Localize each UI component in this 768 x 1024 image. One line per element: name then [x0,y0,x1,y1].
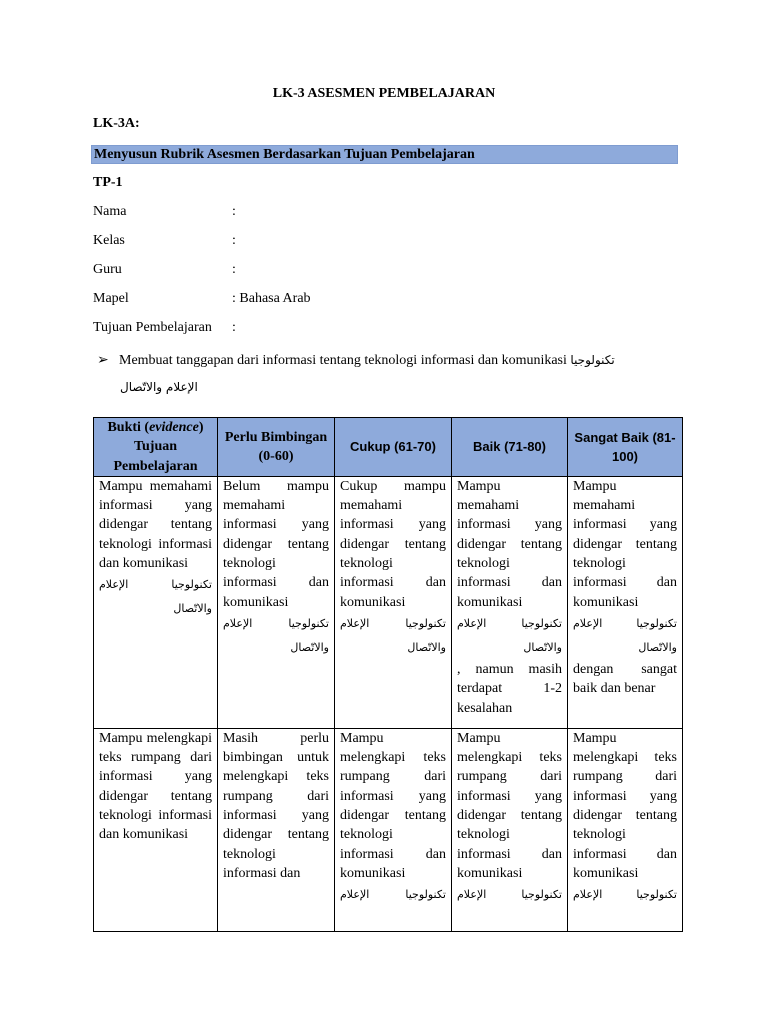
sub-heading: LK-3A: [93,116,140,131]
document-title: LK-3 ASESMEN PEMBELAJARAN [272,86,496,101]
header-sangat-baik: Sangat Baik (81-100) [568,418,683,477]
header-text: ) Tujuan Pembelajaran [113,420,204,474]
table-cell [335,476,452,728]
field-label: Mapel [93,291,129,306]
table-cell [94,476,218,728]
cell-arabic: تكنولوجيا الإعلام والاتّصال [457,616,562,654]
table-cell [218,476,335,728]
cell-text: Mampu memahami informasi yang didengar tentang teknologi informasi dan komunikasi [457,478,562,610]
cell-arabic: تكنولوجيا الإعلام والاتّصال [573,616,677,654]
field-label: Tujuan Pembelajaran [93,320,212,335]
table-cell [94,728,218,931]
table-cell [568,728,683,931]
cell-arabic: تكنولوجيا الإعلام [573,888,677,902]
table-cell [452,476,568,728]
field-value: : [232,233,236,248]
cell-text: Belum mampu memahami informasi yang didengar tentang teknologi informasi dan komunikasi [223,478,329,610]
header-perlu-bimbingan: Perlu Bimbingan (0-60) [218,418,335,477]
objective-text: Membuat tanggapan dari informasi tentang teknologi informasi dan komunikasi [119,353,567,368]
tp-label: TP-1 [93,175,123,190]
table-row [94,476,683,728]
table-cell [452,728,568,931]
cell-text: Mampu memahami informasi yang didengar tentang teknologi informasi dan komunikasi [99,478,212,572]
objective-arabic-2: الإعلام والاتّصال [120,380,198,394]
objective-line [97,352,615,369]
header-cukup: Cukup (61-70) [335,418,452,477]
table-cell [335,728,452,931]
field-label: Kelas [93,233,125,248]
header-baik: Baik (71-80) [452,418,568,477]
table-row [94,728,683,931]
field-value: : [232,320,236,335]
field-label: Nama [93,204,127,219]
objective-arabic-1: تكنولوجيا [570,353,615,367]
cell-text: Mampu melengkapi teks rumpang dari informasi yang didengar tentang teknologi informasi dan komunikasi [457,730,562,881]
cell-text-tail: dengan sangat baik dan benar [573,661,677,697]
cell-arabic: تكنولوجيا الإعلام [457,888,562,902]
cell-text: Masih perlu bimbingan untuk melengkapi teks rumpang dari informasi yang didengar tentang teknologi informasi dan [223,730,329,881]
cell-arabic: تكنولوجيا الإعلام [340,888,446,902]
cell-text: Mampu melengkapi teks rumpang dari informasi yang didengar tentang teknologi informasi dan komunikasi [99,730,212,843]
cell-arabic: تكنولوجيا الإعلام والاتّصال [99,578,212,616]
cell-text-tail: , namun masih terdapat 1-2 kesalahan [457,661,562,716]
cell-arabic: تكنولوجيا الإعلام والاتّصال [223,616,329,654]
cell-text: Mampu memahami informasi yang didengar tentang teknologi informasi dan komunikasi [573,478,677,610]
field-value: : [232,204,236,219]
table-cell [568,476,683,728]
arrow-bullet-icon: ➢ [97,353,109,368]
rubric-table [93,417,683,932]
field-label: Guru [93,262,122,277]
cell-text: Cukup mampu memahami informasi yang didengar tentang teknologi informasi dan komunikasi [340,478,446,610]
header-bukti [94,418,218,477]
field-value: : [232,262,236,277]
field-value: : Bahasa Arab [232,291,311,306]
section-bar [91,145,678,164]
cell-text: Mampu melengkapi teks rumpang dari informasi yang didengar tentang teknologi informasi dan komunikasi [573,730,677,881]
cell-arabic: تكنولوجيا الإعلام والاتّصال [340,616,446,654]
table-cell [218,728,335,931]
table-header-row [94,418,683,477]
section-bar-text: Menyusun Rubrik Asesmen Berdasarkan Tujuan Pembelajaran [94,147,475,162]
cell-text: Mampu melengkapi teks rumpang dari informasi yang didengar tentang teknologi informasi dan komunikasi [340,730,446,881]
header-text: Bukti ( [107,420,150,435]
header-italic-text: evidence [149,420,199,435]
